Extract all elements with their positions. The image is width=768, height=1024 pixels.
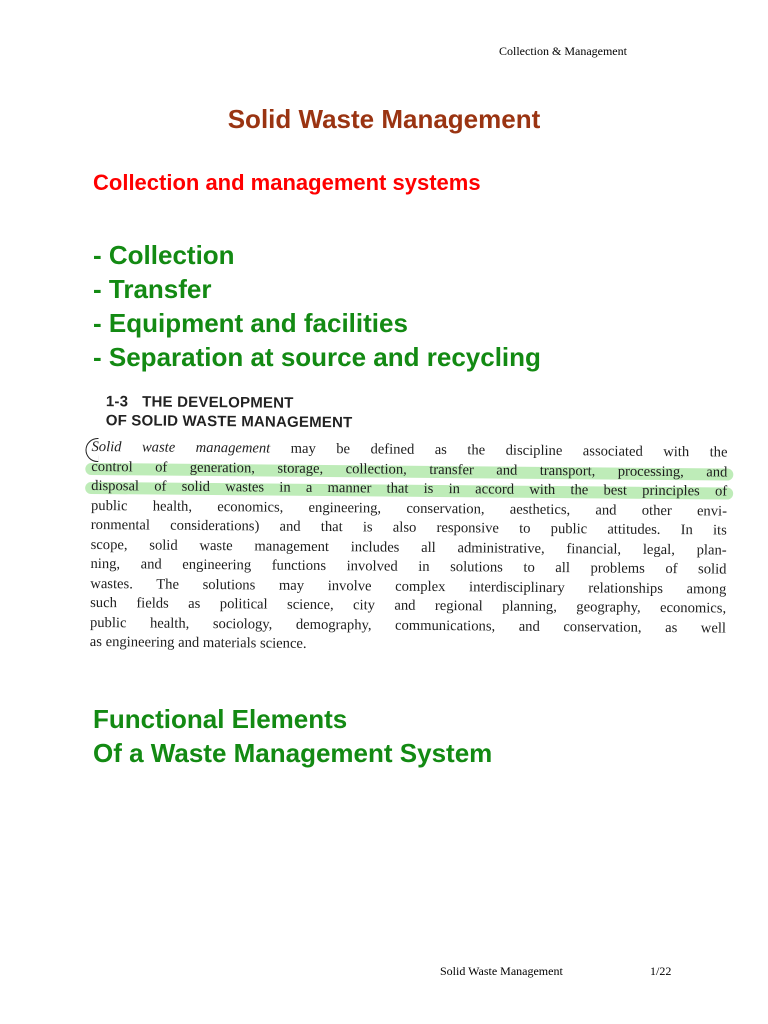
excerpt-text: public health, sociology, demography, communications, and conservation, as well (89, 614, 727, 637)
running-footer: Solid Waste Management (440, 964, 563, 978)
excerpt-body (90, 438, 728, 658)
excerpt-text: public health, economics, engineering, conservation, aesthetics, and other envi- (90, 497, 728, 520)
excerpt-text: scope, solid waste management includes all administrative, financial, legal, plan- (90, 536, 727, 559)
topic-item: - Collection (93, 240, 235, 270)
topic-item: - Separation at source and recycling (93, 342, 541, 372)
functional-heading-line2: Of a Waste Management System (93, 738, 493, 768)
section-subtitle: Collection and management systems (93, 170, 481, 195)
functional-heading-line1: Functional Elements (93, 704, 348, 734)
topic-item: - Equipment and facilities (93, 308, 408, 338)
page-number: 1/22 (650, 964, 672, 978)
excerpt-text: control of generation, storage, collection, transfer and transport, processing, and (91, 458, 728, 481)
excerpt-heading-line1: THE DEVELOPMENT (142, 393, 294, 412)
excerpt-heading-line2: OF SOLID WASTE MANAGEMENT (105, 412, 353, 432)
excerpt-section-number: 1-3 (105, 393, 129, 411)
excerpt-text: disposal of solid wastes in a manner that is in accord with the best principles of (91, 477, 728, 500)
excerpt-line (90, 633, 726, 658)
excerpt-text: as engineering and materials science. (89, 633, 307, 652)
excerpt-text: wastes. The solutions may involve complex interdisciplinary relationships among (90, 575, 727, 598)
functional-elements-heading (93, 702, 492, 770)
excerpt-heading (106, 392, 728, 435)
excerpt-text: ning, and engineering functions involved in solutions to all problems of solid (90, 555, 727, 578)
excerpt-term: Solid waste management (91, 438, 271, 457)
excerpt-text: such fields as political science, city and regional planning, geography, economics, (90, 594, 727, 617)
page-title: Solid Waste Management (227, 104, 541, 134)
excerpt-text: ronmental considerations) and that is also responsive to public attitudes. In its (90, 516, 727, 539)
excerpt-text: may be defined as the discipline associated with the (270, 440, 728, 461)
running-header: Collection & Management (499, 44, 627, 58)
topic-list (93, 238, 541, 374)
topic-item: - Transfer (93, 274, 212, 304)
scanned-excerpt (89, 392, 728, 688)
